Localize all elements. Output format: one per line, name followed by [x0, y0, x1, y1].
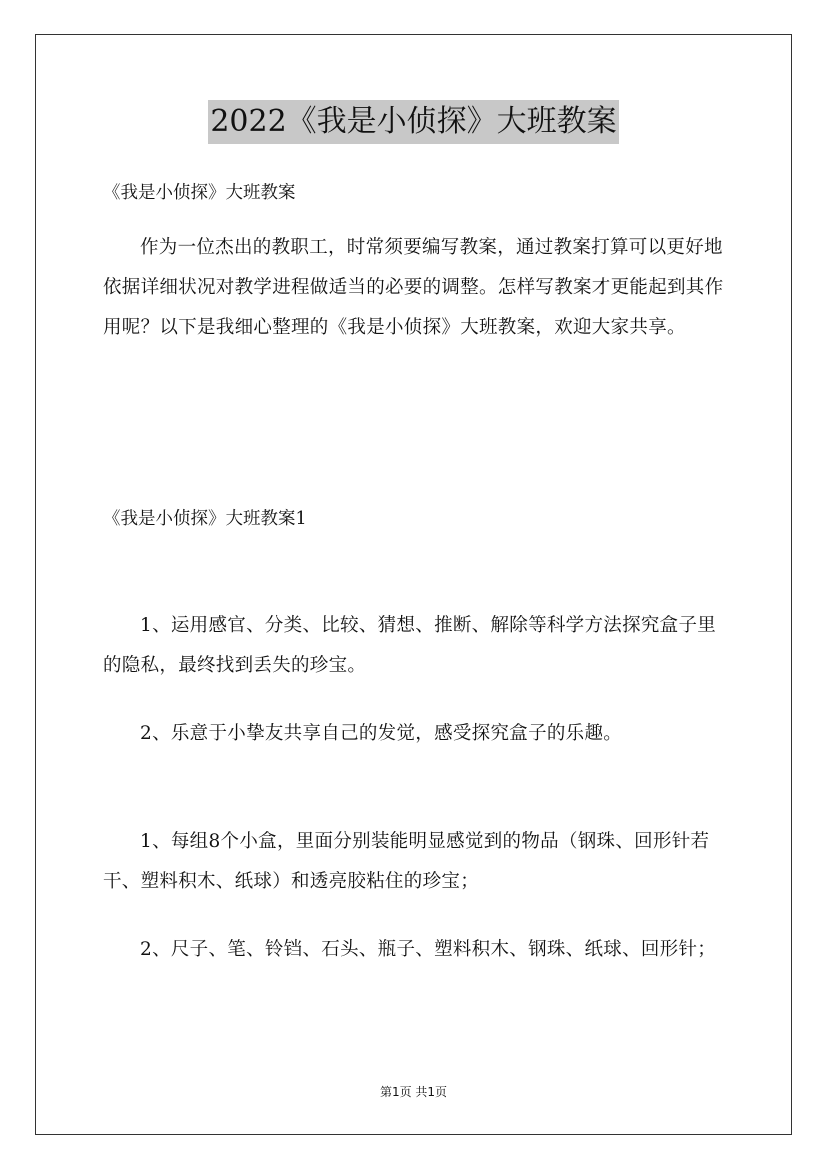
document-title: 2022《我是小侦探》大班教案 — [208, 100, 618, 144]
material-item-1: 1、每组8个小盒，里面分别装能明显感觉到的物品（钢珠、回形针若干、塑料积木、纸球）和透亮胶粘住的珍宝； — [103, 831, 710, 892]
intro-paragraph: 作为一位杰出的教职工，时常须要编写教案，通过教案打算可以更好地依据详细状况对教学进程做适当的必要的调整。怎样写教案才更能起到其作用呢？以下是我细心整理的《我是小侦探》大班教案，欢迎大家共享。 — [103, 237, 724, 338]
title-container — [0, 100, 827, 144]
page-footer: 第1页 共1页 — [379, 1085, 448, 1099]
material-item-2: 2、尺子、笔、铃铛、石头、瓶子、塑料积木、钢珠、纸球、回形针； — [140, 939, 717, 960]
goal-item-2: 2、乐意于小挚友共享自己的发觉，感受探究盒子的乐趣。 — [140, 723, 623, 744]
document-subtitle: 《我是小侦探》大班教案 — [103, 183, 296, 203]
goal-item-1: 1、运用感官、分类、比较、猜想、推断、解除等科学方法探究盒子里的隐私，最终找到丢失的珍宝。 — [103, 615, 717, 676]
section-heading: 《我是小侦探》大班教案1 — [103, 509, 307, 529]
